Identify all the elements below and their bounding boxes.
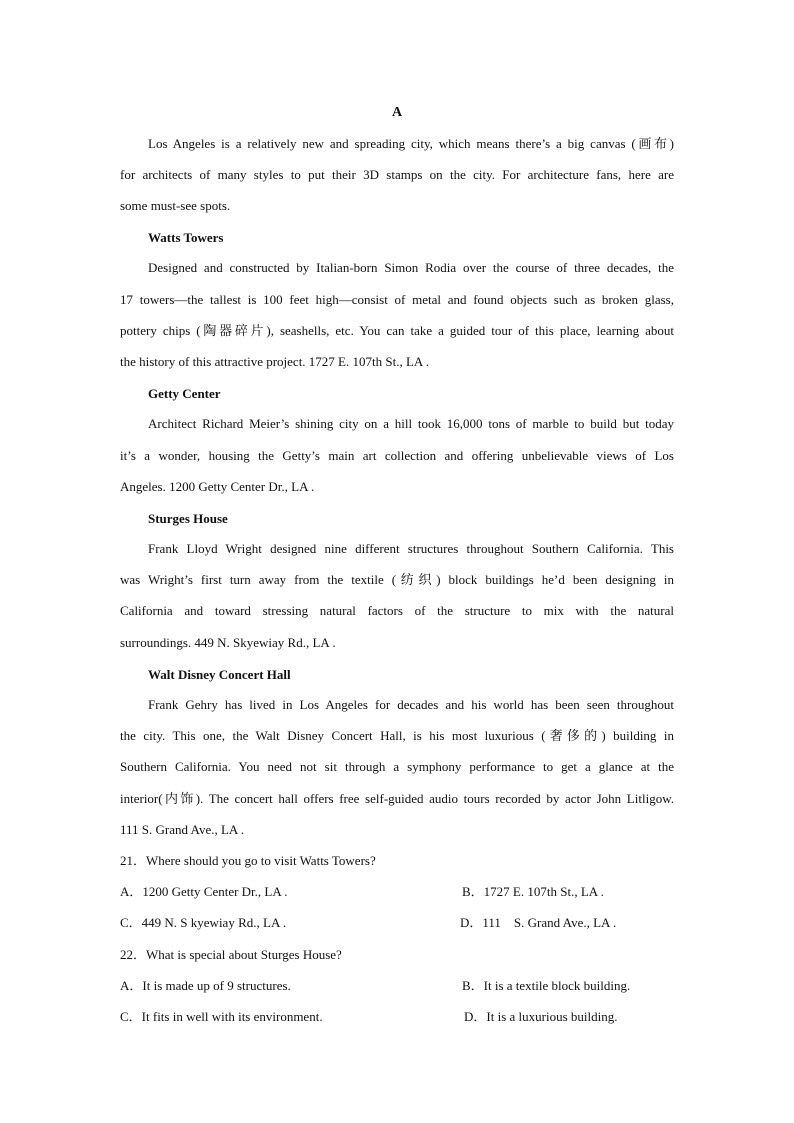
watts-line-3: pottery chips (陶器碎片), seashells, etc. You can take a guided tour of this place, learning about bbox=[120, 323, 674, 338]
getty-line-1: Architect Richard Meier’s shining city on a hill took 16,000 tons of marble to build but today bbox=[148, 416, 674, 431]
question-22-stem: 22．What is special about Sturges House? bbox=[120, 947, 342, 962]
question-22-option-c[interactable]: C．It fits in well with its environment. bbox=[120, 1009, 323, 1024]
sturges-line-2: was Wright’s first turn away from the textile (纺织) block buildings he’d been designing in bbox=[120, 572, 674, 587]
section-heading-getty-center: Getty Center bbox=[148, 386, 221, 401]
intro-line-2: for architects of many styles to put their 3D stamps on the city. For architecture fans, here are bbox=[120, 167, 674, 182]
disney-line-2: the city. This one, the Walt Disney Concert Hall, is his most luxurious (奢侈的) building in bbox=[120, 728, 674, 743]
section-heading-watts-towers: Watts Towers bbox=[148, 230, 224, 245]
sturges-line-4: surroundings. 449 N. Skyewiay Rd., LA . bbox=[120, 635, 336, 650]
disney-line-4: interior(内饰). The concert hall offers free self-guided audio tours recorded by actor John Litligow. bbox=[120, 791, 674, 806]
question-21-option-b[interactable]: B．1727 E. 107th St., LA . bbox=[462, 884, 604, 899]
watts-line-4: the history of this attractive project. 1727 E. 107th St., LA . bbox=[120, 354, 430, 369]
intro-line-1: Los Angeles is a relatively new and spreading city, which means there’s a big canvas (画布) bbox=[148, 136, 674, 151]
question-21-option-d[interactable]: D．111 S. Grand Ave., LA . bbox=[460, 915, 617, 930]
disney-line-5: 111 S. Grand Ave., LA . bbox=[120, 822, 245, 837]
passage-title: A bbox=[391, 105, 403, 120]
intro-line-3: some must-see spots. bbox=[120, 198, 231, 213]
getty-line-3: Angeles. 1200 Getty Center Dr., LA . bbox=[120, 479, 315, 494]
watts-line-1: Designed and constructed by Italian-born Simon Rodia over the course of three decades, the bbox=[148, 260, 674, 275]
question-22-option-b[interactable]: B．It is a textile block building. bbox=[462, 978, 631, 993]
section-heading-sturges-house: Sturges House bbox=[148, 511, 228, 526]
sturges-line-1: Frank Lloyd Wright designed nine different structures throughout Southern California. This bbox=[148, 541, 674, 556]
disney-line-3: Southern California. You need not sit through a symphony performance to get a glance at the bbox=[120, 759, 674, 774]
getty-line-2: it’s a wonder, housing the Getty’s main art collection and offering unbelievable views of Los bbox=[120, 448, 674, 463]
section-heading-walt-disney-concert-hall: Walt Disney Concert Hall bbox=[148, 667, 291, 682]
question-21-stem: 21．Where should you go to visit Watts Towers? bbox=[120, 853, 376, 868]
sturges-line-3: California and toward stressing natural factors of the structure to mix with the natural bbox=[120, 603, 674, 618]
question-21-option-a[interactable]: A．1200 Getty Center Dr., LA . bbox=[120, 884, 288, 899]
disney-line-1: Frank Gehry has lived in Los Angeles for decades and his world has been seen throughout bbox=[148, 697, 674, 712]
question-21-option-c[interactable]: C．449 N. S kyewiay Rd., LA . bbox=[120, 915, 287, 930]
question-22-option-a[interactable]: A．It is made up of 9 structures. bbox=[120, 978, 291, 993]
watts-line-2: 17 towers—the tallest is 100 feet high—consist of metal and found objects such as broken glass, bbox=[120, 292, 674, 307]
question-22-option-d[interactable]: D．It is a luxurious building. bbox=[464, 1009, 618, 1024]
